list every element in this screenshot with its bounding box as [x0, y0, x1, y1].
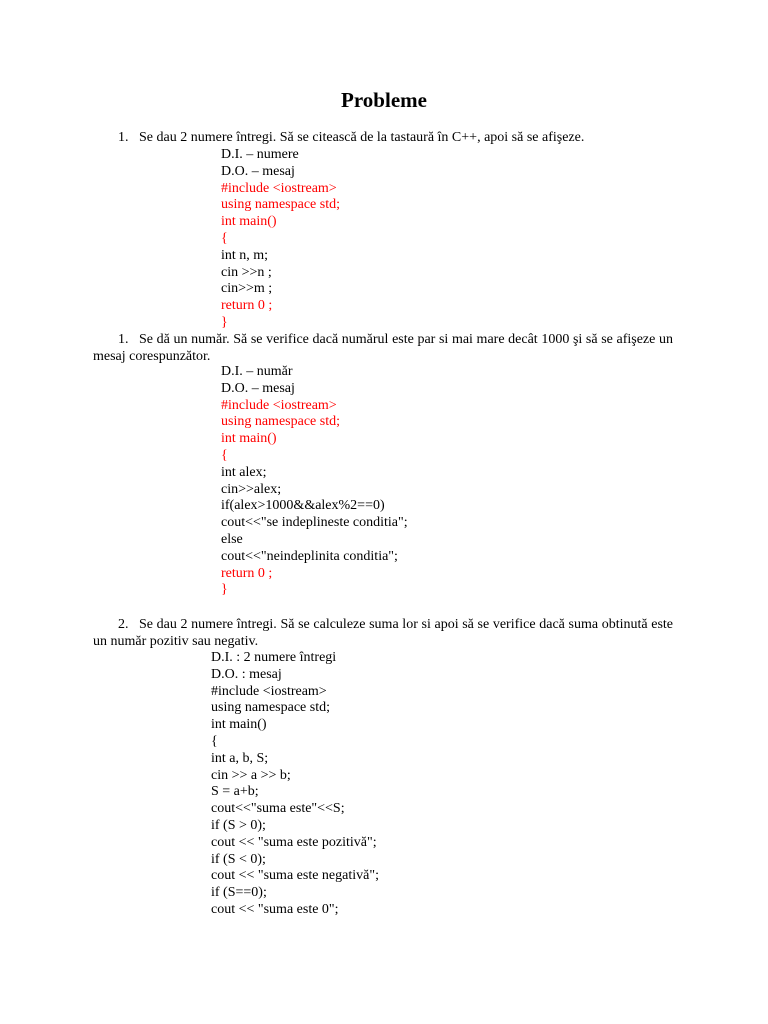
code-line: if(alex>1000&&alex%2==0): [221, 498, 385, 514]
code-line: else: [221, 531, 243, 547]
code-line: cout << "suma este 0";: [211, 901, 339, 917]
code-line: using namespace std;: [221, 414, 340, 430]
code-line: D.O. : mesaj: [211, 666, 282, 682]
code-line: cin >> a >> b;: [211, 767, 291, 783]
code-line: D.O. – mesaj: [221, 380, 295, 396]
code-line: #include <iostream>: [221, 397, 337, 413]
code-line: int n, m;: [221, 247, 269, 263]
code-line: D.I. – numere: [221, 147, 299, 162]
code-line: }: [221, 582, 228, 598]
code-line: if (S==0);: [211, 885, 267, 901]
code-block: [221, 364, 408, 599]
code-line: S = a+b;: [211, 784, 259, 800]
code-line: return 0 ;: [221, 298, 273, 314]
code-line: cout<<"se indeplineste conditia";: [221, 515, 408, 531]
code-line: int alex;: [221, 464, 267, 480]
code-line: #include <iostream>: [211, 683, 327, 699]
code-block: [221, 147, 340, 332]
code-line: int a, b, S;: [211, 750, 269, 766]
code-line: int main(): [211, 717, 267, 733]
code-line: D.O. – mesaj: [221, 163, 295, 179]
code-line: cout << "suma este pozitivă";: [211, 834, 377, 850]
code-block: [211, 650, 379, 919]
code-line: {: [221, 230, 228, 246]
code-line: cin>>m ;: [221, 281, 273, 297]
code-line: {: [211, 733, 218, 749]
code-line: cout<<"neindeplinita conditia";: [221, 548, 398, 564]
problem-text: Se dau 2 numere întregi. Să se calculeze suma lor si apoi să se verifice dacă suma obtinută este un număr pozitiv sau negativ.: [93, 617, 673, 649]
problem-number: 2.: [118, 617, 129, 632]
code-line: cin>>alex;: [221, 481, 282, 497]
code-line: int main(): [221, 214, 277, 230]
page-title: Probleme: [341, 88, 427, 112]
problem-statement: [93, 129, 673, 146]
code-line: D.I. – număr: [221, 364, 293, 379]
problem-text: Se dau 2 numere întregi. Să se citească de la tastaură în C++, apoi să se afişeze.: [139, 130, 585, 145]
problem-statement: [93, 331, 673, 365]
code-line: if (S < 0);: [211, 851, 266, 867]
code-line: using namespace std;: [211, 700, 330, 716]
code-line: }: [221, 314, 228, 330]
problem-number: 1.: [118, 130, 129, 145]
code-line: cin >>n ;: [221, 264, 272, 280]
code-line: if (S > 0);: [211, 817, 266, 833]
problem-text: Se dă un număr. Să se verifice dacă numărul este par si mai mare decât 1000 şi să se afişeze un mesaj corespunzător.: [93, 332, 673, 364]
code-line: D.I. : 2 numere întregi: [211, 650, 337, 665]
code-line: cout << "suma este negativă";: [211, 868, 379, 884]
code-line: return 0 ;: [221, 565, 273, 581]
code-line: cout<<"suma este"<<S;: [211, 801, 345, 817]
code-line: using namespace std;: [221, 197, 340, 213]
code-line: {: [221, 447, 228, 463]
problem-number: 1.: [118, 332, 129, 347]
code-line: int main(): [221, 431, 277, 447]
problem-statement: [93, 616, 673, 650]
code-line: #include <iostream>: [221, 180, 337, 196]
